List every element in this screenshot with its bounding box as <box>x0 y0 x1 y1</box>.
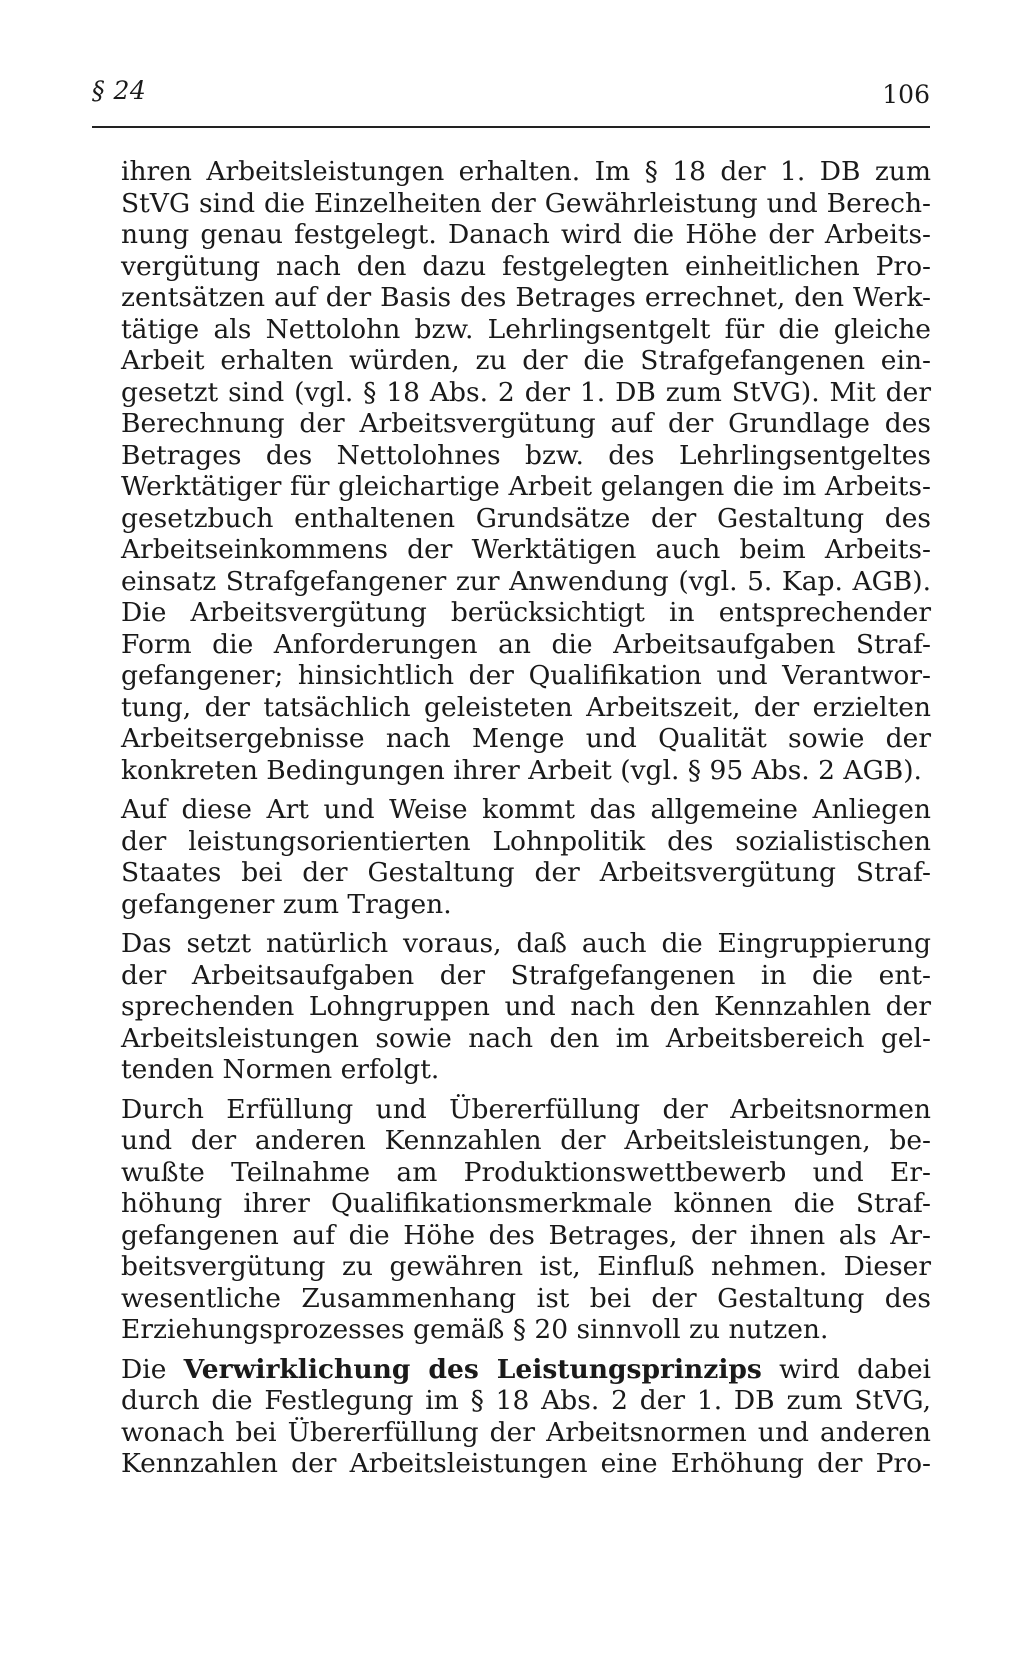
section-reference: § 24 <box>92 76 147 105</box>
text-line: Das setzt natürlich voraus, daß auch die Eingruppierung <box>121 928 931 959</box>
text-line: gesetzbuch enthaltenen Grundsätze der Gestaltung des <box>121 502 931 534</box>
text-line: einsatz Strafgefangener zur Anwendung (vgl. 5. Kap. AGB). <box>121 565 931 597</box>
text-line: Betrages des Nettolohnes bzw. des Lehrlingsentgeltes <box>121 439 931 471</box>
bold-term: Verwirklichung des Leistungsprinzips <box>183 1353 762 1385</box>
text-line: Arbeitsergebnisse nach Menge und Qualität sowie der <box>121 723 931 754</box>
header-rule <box>92 126 930 128</box>
text-line: tätige als Nettolohn bzw. Lehrlingsentgelt für die gleiche <box>121 313 931 345</box>
text-line: wonach bei Übererfüllung der Arbeitsnormen und anderen <box>121 1416 931 1448</box>
paragraph-1 <box>121 156 931 786</box>
text-line: Staates bei der Gestaltung der Arbeitsvergütung Straf- <box>121 857 931 888</box>
text-line: Durch Erfüllung und Übererfüllung der Arbeitsnormen <box>121 1093 931 1125</box>
text-line: Arbeitseinkommens der Werktätigen auch beim Arbeits- <box>121 534 931 565</box>
text-line: gesetzt sind (vgl. § 18 Abs. 2 der 1. DB zum StVG). Mit der <box>121 376 931 408</box>
text-line: nung genau festgelegt. Danach wird die Höhe der Arbeits- <box>121 219 931 250</box>
paragraph-2 <box>121 794 931 920</box>
text-line: und der anderen Kennzahlen der Arbeitsleistungen, be- <box>121 1125 931 1156</box>
text-line: wesentliche Zusammenhang ist bei der Gestaltung des <box>121 1282 931 1314</box>
paragraph-4 <box>121 1094 931 1346</box>
text-line: Kennzahlen der Arbeitsleistungen eine Erhöhung der Pro- <box>121 1448 931 1479</box>
text-line: Arbeit erhalten würden, zu der die Strafgefangenen ein- <box>121 345 931 376</box>
text-line: Erziehungsprozesses gemäß § 20 sinnvoll zu nutzen. <box>121 1314 829 1345</box>
text-line: tung, der tatsächlich geleisteten Arbeitszeit, der erzielten <box>121 691 931 723</box>
text-line: sprechenden Lohngruppen und nach den Kennzahlen der <box>121 991 931 1022</box>
text-line: Die Arbeitsvergütung berücksichtigt in entsprechender <box>121 597 931 628</box>
text-line: vergütung nach den dazu festgelegten einheitlichen Pro- <box>121 250 931 282</box>
text-line: wußte Teilnahme am Produktionswettbewerb und Er- <box>121 1156 931 1188</box>
text-line: gefangener; hinsichtlich der Qualifikation und Verantwor- <box>121 660 931 691</box>
text-line: Berechnung der Arbeitsvergütung auf der Grundlage des <box>121 408 931 439</box>
text-run: wird dabei <box>761 1353 931 1385</box>
text-line: Form die Anforderungen an die Arbeitsaufgaben Straf- <box>121 628 931 660</box>
text-line: der Arbeitsaufgaben der Strafgefangenen in die ent- <box>121 959 931 991</box>
paragraph-3 <box>121 928 931 1086</box>
body-text <box>121 156 931 1488</box>
text-line: tenden Normen erfolgt. <box>121 1054 440 1085</box>
text-line: beitsvergütung zu gewähren ist, Einfluß nehmen. Dieser <box>121 1251 931 1282</box>
text-line: Auf diese Art und Weise kommt das allgemeine Anliegen <box>121 794 931 825</box>
text-line: zentsätzen auf der Basis des Betrages errechnet, den Werk- <box>121 282 931 313</box>
text-line: Werktätiger für gleichartige Arbeit gelangen die im Arbeits- <box>121 471 931 502</box>
text-line: gefangenen auf die Höhe des Betrages, der ihnen als Ar- <box>121 1219 931 1251</box>
text-line: durch die Festlegung im § 18 Abs. 2 der 1. DB zum StVG, <box>121 1385 931 1416</box>
text-line: konkreten Bedingungen ihrer Arbeit (vgl. § 95 Abs. 2 AGB). <box>121 754 922 786</box>
text-line: höhung ihrer Qualifikationsmerkmale können die Straf- <box>121 1188 931 1219</box>
page-header <box>92 76 930 128</box>
text-line: ihren Arbeitsleistungen erhalten. Im § 18 der 1. DB zum <box>121 156 931 187</box>
text-line: StVG sind die Einzelheiten der Gewährleistung und Berech- <box>121 187 931 219</box>
text-line: Arbeitsleistungen sowie nach den im Arbeitsbereich gel- <box>121 1022 931 1054</box>
page-number: 106 <box>882 80 930 109</box>
text-line <box>121 1354 931 1386</box>
text-line: der leistungsorientierten Lohnpolitik des sozialistischen <box>121 825 931 857</box>
paragraph-5 <box>121 1354 931 1480</box>
text-run: Die <box>121 1353 184 1385</box>
text-line: gefangener zum Tragen. <box>121 888 452 920</box>
